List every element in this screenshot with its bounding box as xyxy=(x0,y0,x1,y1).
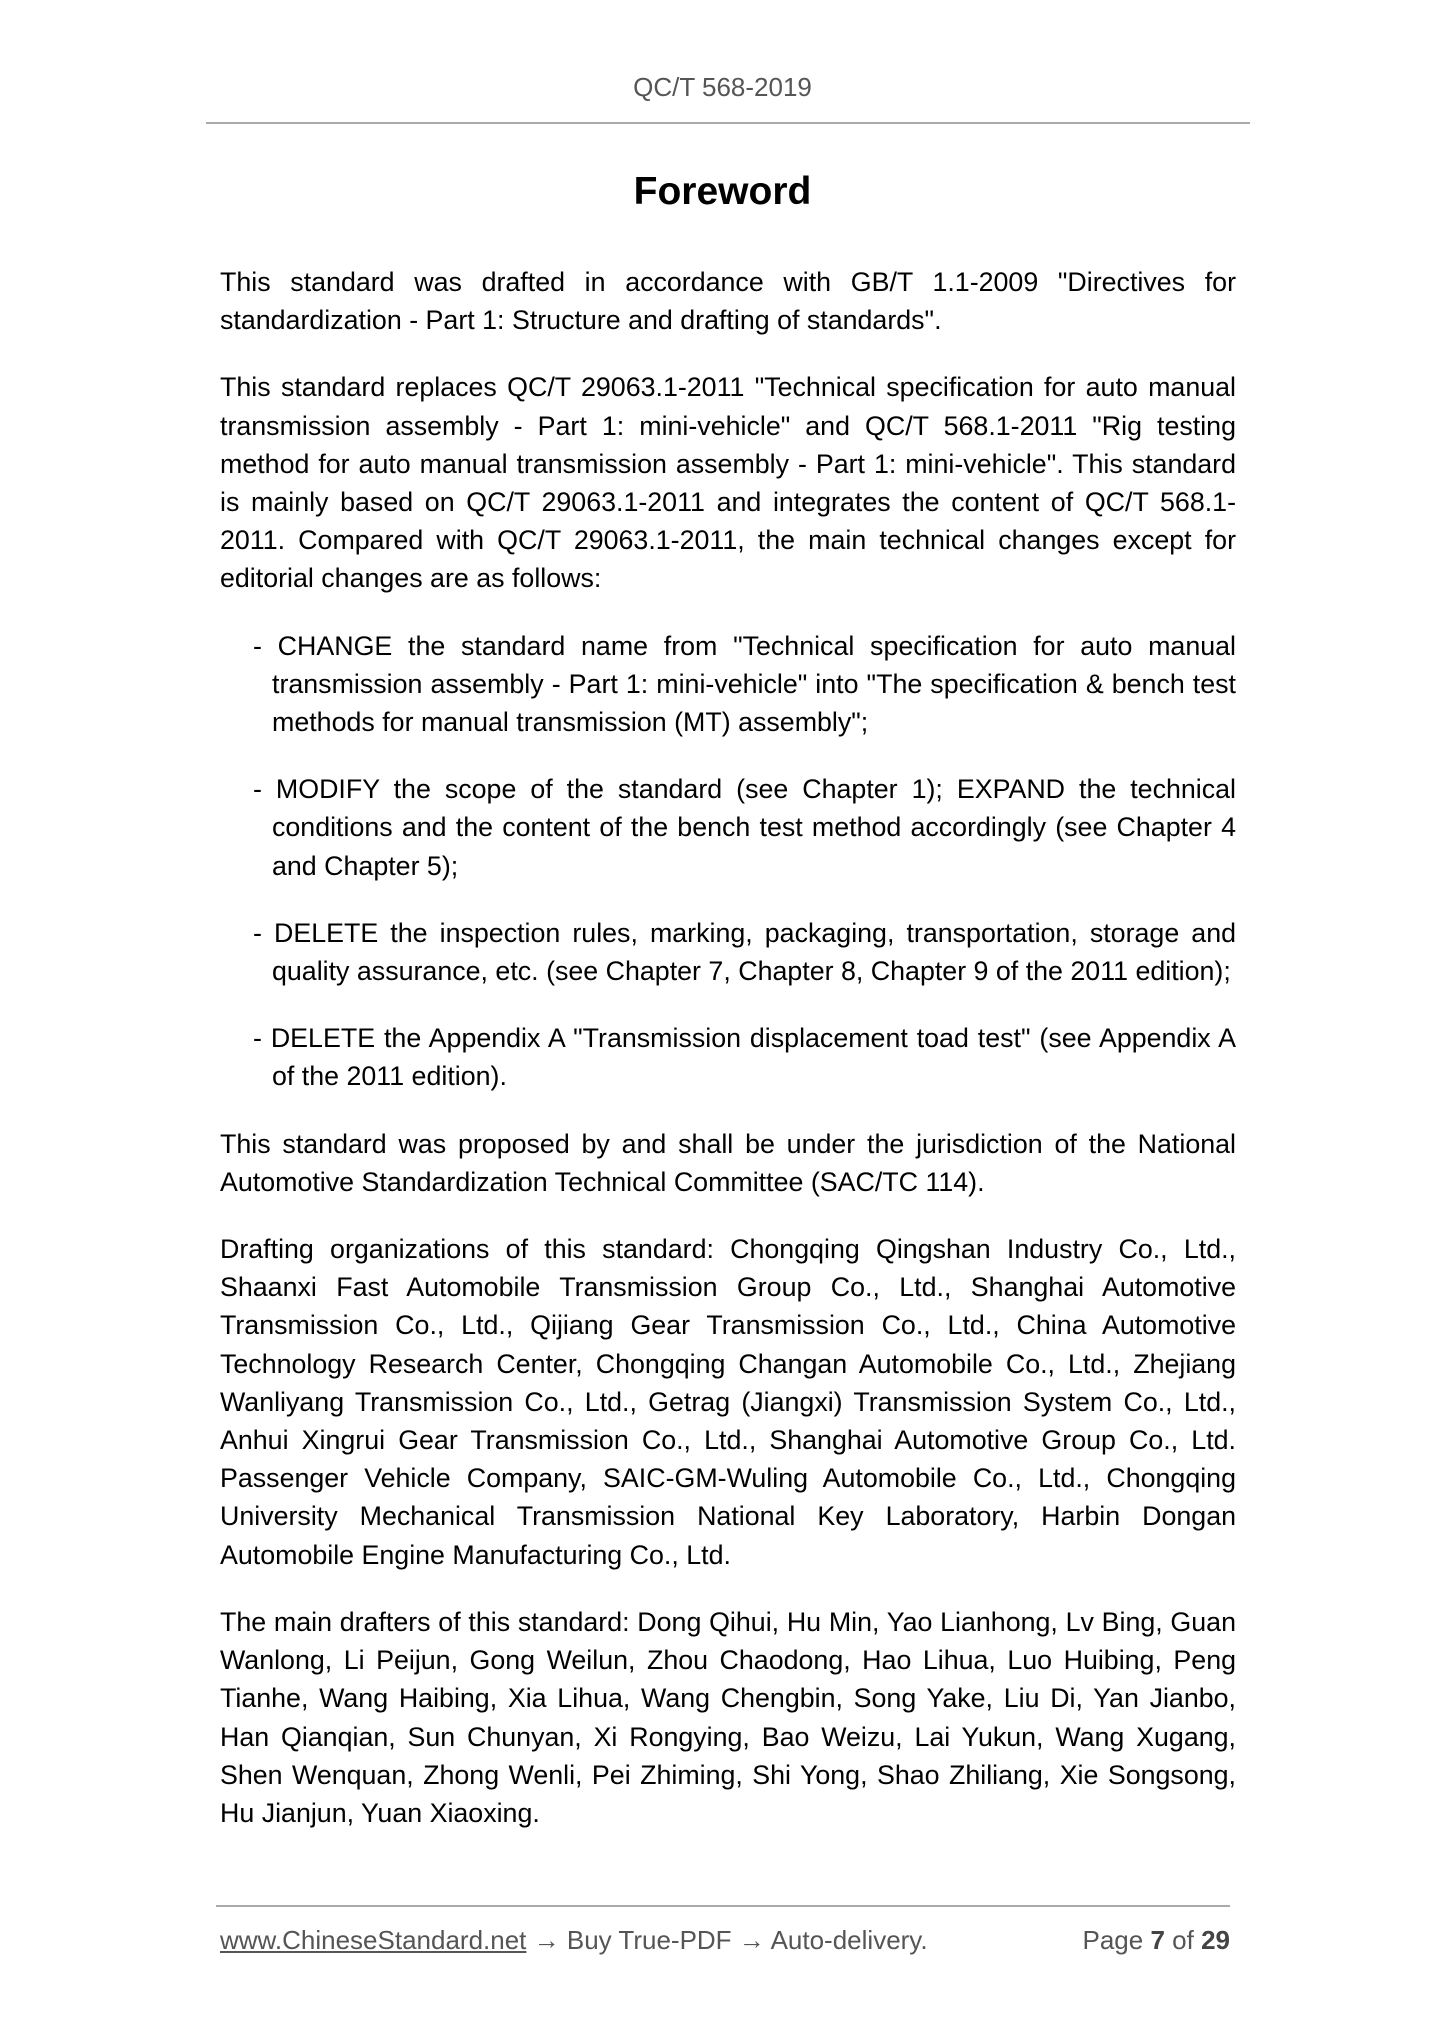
footer-divider xyxy=(216,1905,1230,1907)
website-link[interactable]: www.ChineseStandard.net xyxy=(220,1925,527,1955)
list-item: - DELETE the inspection rules, marking, packaging, transportation, storage and quality assurance, etc. (see Chapter 7, Chapter 8, Chapter 9 of the 2011 edition); xyxy=(253,917,1236,987)
footer xyxy=(220,1925,1230,1956)
current-page: 7 xyxy=(1150,1925,1165,1955)
page-title: Foreword xyxy=(633,170,812,213)
footer-tagline: → Buy True-PDF → Auto-delivery. xyxy=(526,1925,928,1955)
list-item: - DELETE the Appendix A "Transmission displacement toad test" (see Appendix A of the 2011 edition). xyxy=(253,1023,1236,1092)
total-pages: 29 xyxy=(1201,1925,1230,1955)
page-indicator xyxy=(1082,1925,1230,1956)
paragraph: This standard was drafted in accordance with GB/T 1.1-2009 "Directives for standardization - Part 1: Structure and drafting of standards". xyxy=(220,267,1236,336)
list-item: - CHANGE the standard name from "Technical specification for auto manual transmission assembly - Part 1: mini-vehicle" into "The specification & bench test methods for manual transmission (MT) assembly"; xyxy=(253,630,1236,738)
foreword-body xyxy=(220,263,1236,1861)
paragraph: This standard was proposed by and shall be under the jurisdiction of the National Automotive Standardization Technical Committee (SAC/TC 114). xyxy=(220,1128,1236,1197)
of-label: of xyxy=(1172,1925,1194,1955)
paragraph: The main drafters of this standard: Dong Qihui, Hu Min, Yao Lianhong, Lv Bing, Guan Wanlong, Li Peijun, Gong Weilun, Zhou Chaodong, Hao Lihua, Luo Huibing, Peng Tianhe, Wang Haibing, Xia Lihua, Wang Chengbin, Song Yake, Liu Di, Yan Jianbo, Han Qianqian, Sun Chunyan, Xi Rongying, Bao Weizu, Lai Yukun, Wang Xugang, Shen Wenquan, Zhong Wenli, Pei Zhiming, Shi Yong, Shao Zhiliang, Xie Songsong, Hu Jianjun, Yuan Xiaoxing. xyxy=(220,1606,1236,1828)
paragraph: Drafting organizations of this standard: Chongqing Qingshan Industry Co., Ltd., Shaanxi Fast Automobile Transmission Group Co., Ltd., Shanghai Automotive Transmission Co., Ltd., Qijiang Gear Transmission Co., Ltd., China Automotive Technology Research Center, Chongqing Changan Automobile Co., Ltd., Zhejiang Wanliyang Transmission Co., Ltd., Getrag (Jiangxi) Transmission System Co., Ltd., Anhui Xingrui Gear Transmission Co., Ltd., Shanghai Automotive Group Co., Ltd. Passenger Vehicle Company, SAIC-GM-Wuling Automobile Co., Ltd., Chongqing University Mechanical Transmission National Key Laboratory, Harbin Dongan Automobile Engine Manufacturing Co., Ltd. xyxy=(220,1234,1236,1570)
document-code-header: QC/T 568-2019 xyxy=(633,72,812,102)
header-divider xyxy=(206,122,1250,124)
paragraph: This standard replaces QC/T 29063.1-2011 "Technical specification for auto manual transmission assembly - Part 1: mini-vehicle" and QC/T 568.1-2011 "Rig testing method for auto manual transmission assembly - Part 1: mini-vehicle". This standard is mainly based on QC/T 29063.1-2011 and integrates the content of QC/T 568.1-2011. Compared with QC/T 29063.1-2011, the main technical changes except for editorial changes are as follows: xyxy=(220,372,1236,594)
page-label: Page xyxy=(1082,1925,1144,1955)
list-item: - MODIFY the scope of the standard (see Chapter 1); EXPAND the technical conditions and the content of the bench test method accordingly (see Chapter 4 and Chapter 5); xyxy=(253,774,1236,881)
